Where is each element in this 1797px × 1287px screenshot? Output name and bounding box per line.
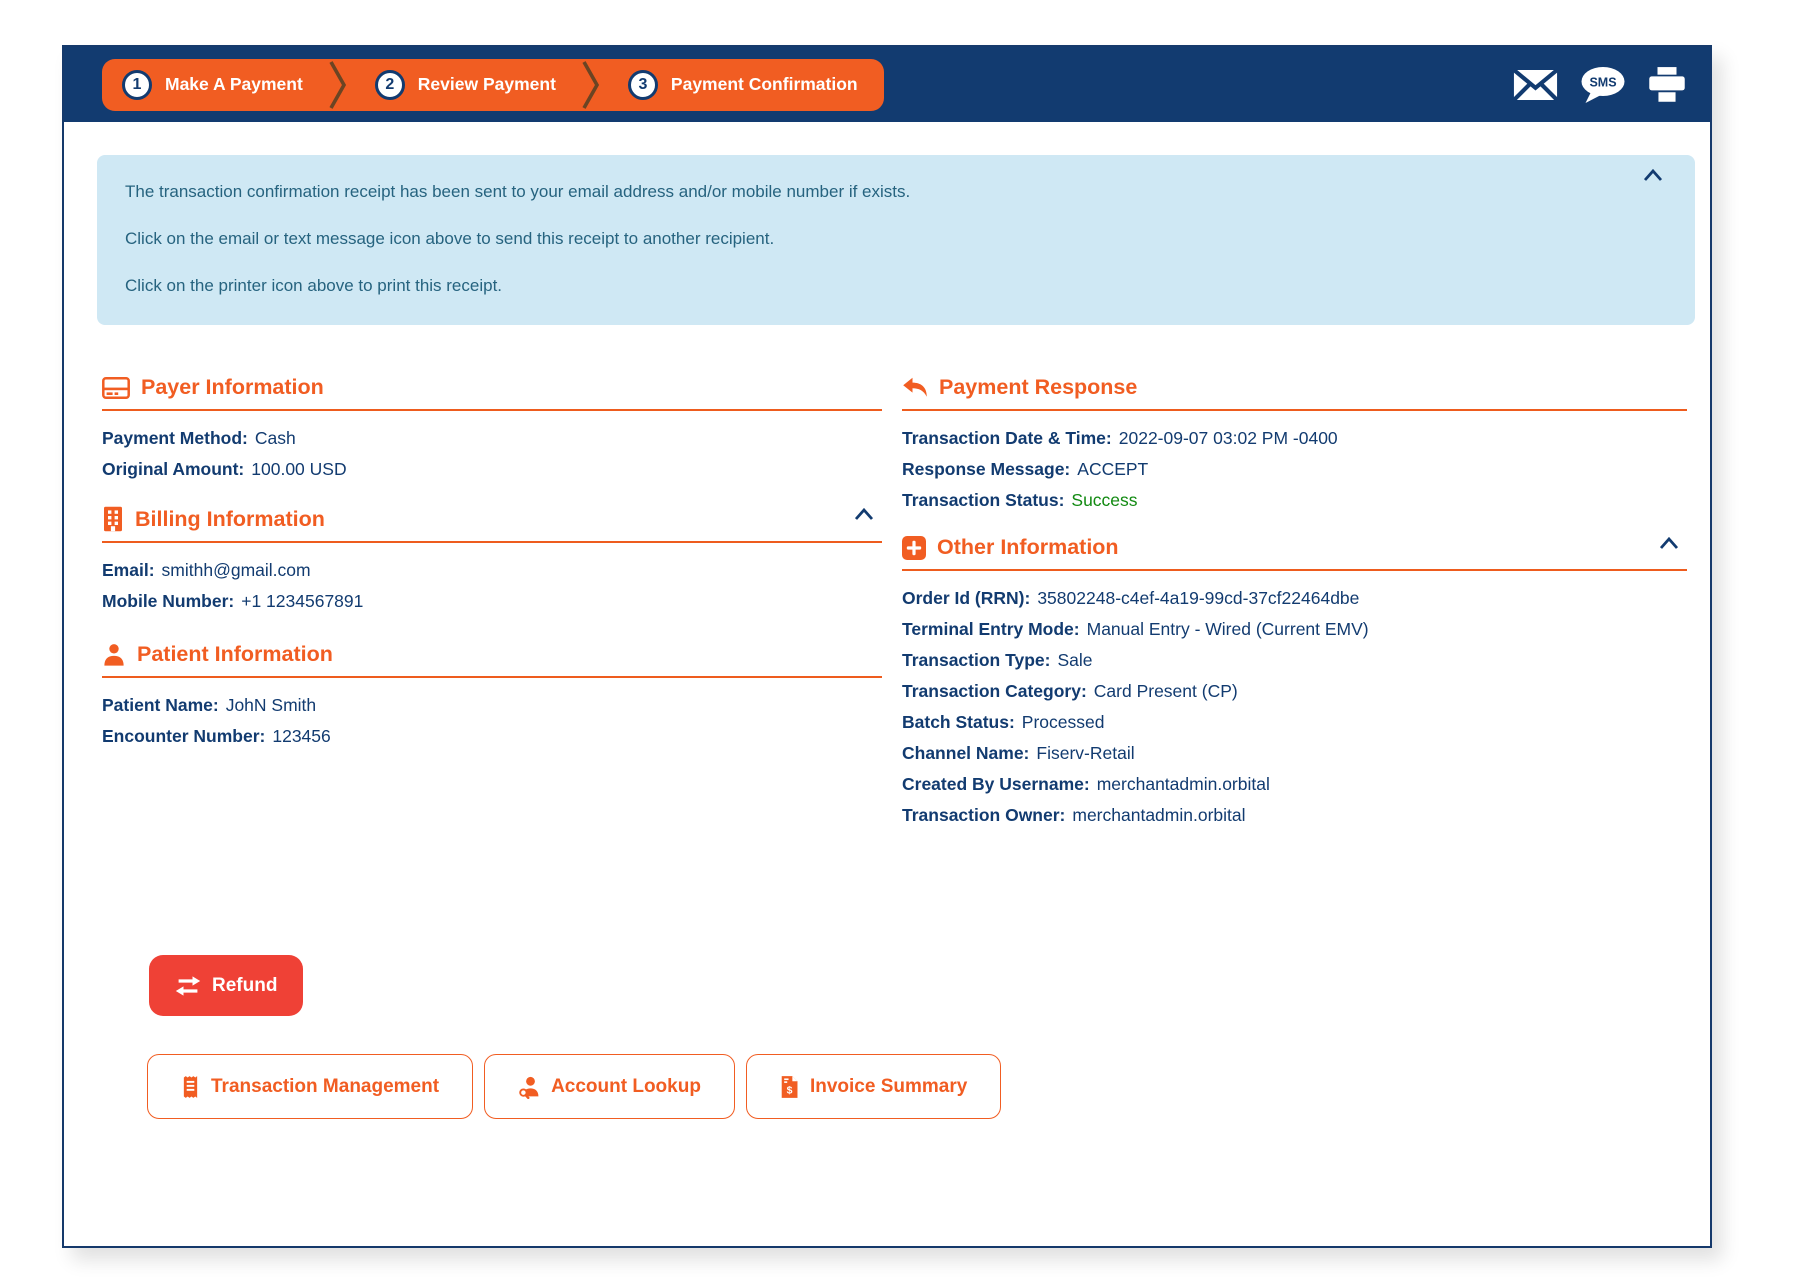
sms-icon-text: SMS [1589, 75, 1617, 89]
notice-collapse-chevron-up-icon[interactable] [1641, 167, 1665, 188]
payment-stepper [102, 59, 884, 111]
billing-collapse-chevron-up-icon[interactable] [852, 506, 876, 527]
field-row: Original Amount: 100.00 USD [102, 459, 347, 479]
field-row: Patient Name: JohN Smith [102, 695, 317, 715]
field-row: Transaction Category: Card Present (CP) [902, 681, 1238, 701]
payment-response-fields [902, 428, 1687, 511]
button-label: Transaction Management [211, 1075, 440, 1097]
field-row: Mobile Number: +1 1234567891 [102, 591, 364, 611]
left-column [102, 375, 882, 836]
sms-icon[interactable] [1578, 65, 1628, 105]
step-3-label: Payment Confirmation [670, 74, 858, 94]
refund-button-label: Refund [212, 974, 278, 996]
step-1-label: Make A Payment [165, 74, 303, 94]
plus-square-icon [902, 536, 926, 560]
notice-line: The transaction confirmation receipt has been sent to your email address and/or mobile number if exists. [125, 182, 911, 201]
person-icon [102, 643, 126, 667]
building-icon [102, 506, 124, 532]
other-fields [902, 588, 1687, 826]
receipt-notice-panel [97, 155, 1695, 325]
other-information-header [902, 535, 1687, 571]
field-row: Encounter Number: 123456 [102, 726, 331, 746]
field-row: Transaction Owner: merchantadmin.orbital [902, 805, 1246, 825]
button-label: Account Lookup [551, 1075, 701, 1097]
payer-information-header [102, 375, 882, 411]
notice-line: Click on the email or text message icon above to send this receipt to another recipient. [125, 229, 775, 248]
payment-confirmation-card [62, 45, 1712, 1248]
notice-line: Click on the printer icon above to print this receipt. [125, 276, 503, 295]
step-separator-chevron-icon [327, 59, 351, 111]
patient-information-header [102, 642, 882, 678]
field-row: Terminal Entry Mode: Manual Entry - Wired (Current EMV) [902, 619, 1369, 639]
field-row: Created By Username: merchantadmin.orbital [902, 774, 1270, 794]
billing-information-header [102, 506, 882, 543]
person-search-icon [518, 1075, 540, 1099]
details-columns [102, 375, 1687, 836]
exchange-arrows-icon [175, 976, 201, 996]
payment-response-header [902, 375, 1687, 411]
credit-card-icon [102, 377, 130, 399]
invoice-dollar-icon [780, 1075, 799, 1099]
field-row: Channel Name: Fiserv-Retail [902, 743, 1135, 763]
section-title: Patient Information [137, 642, 333, 666]
top-navigation-bar [64, 47, 1710, 122]
field-row: Transaction Date & Time: 2022-09-07 03:02 PM -0400 [902, 428, 1338, 448]
printer-icon[interactable] [1648, 66, 1686, 103]
receipt-actions [1513, 65, 1686, 105]
secondary-actions [147, 1054, 1001, 1119]
receipt-icon [181, 1075, 200, 1099]
button-label: Invoice Summary [809, 1075, 968, 1097]
section-title: Other Information [937, 535, 1119, 559]
invoice-summary-button[interactable] [746, 1054, 1001, 1119]
section-title: Payment Response [939, 375, 1138, 399]
transaction-status-success: Success [1071, 490, 1138, 510]
step-2-label: Review Payment [417, 74, 556, 94]
section-title: Payer Information [141, 375, 324, 399]
step-make-a-payment[interactable] [102, 70, 327, 100]
transaction-management-button[interactable] [147, 1054, 473, 1119]
step-review-payment[interactable] [351, 70, 580, 100]
field-row: Response Message: ACCEPT [902, 459, 1149, 479]
reply-arrow-icon [902, 377, 928, 398]
step-payment-confirmation[interactable] [604, 70, 884, 100]
right-column [902, 375, 1687, 836]
step-3-number: 3 [628, 70, 658, 100]
billing-fields [102, 560, 882, 612]
field-row: Order Id (RRN): 35802248-c4ef-4a19-99cd-37cf22464dbe [902, 588, 1360, 608]
step-2-number: 2 [375, 70, 405, 100]
step-1-number: 1 [122, 70, 152, 100]
refund-button[interactable] [149, 955, 303, 1016]
section-title: Billing Information [135, 506, 325, 531]
field-row: Payment Method: Cash [102, 428, 296, 448]
field-row: Batch Status: Processed [902, 712, 1105, 732]
patient-fields [102, 695, 882, 747]
account-lookup-button[interactable] [484, 1054, 735, 1119]
other-collapse-chevron-up-icon[interactable] [1657, 535, 1681, 556]
step-separator-chevron-icon [580, 59, 604, 111]
invoice-icon-dollar-text: $ [786, 1084, 793, 1096]
field-row: Transaction Type: Sale [902, 650, 1093, 670]
field-row: Email: smithh@gmail.com [102, 560, 311, 580]
payer-fields [102, 428, 882, 480]
field-row: Transaction Status: Success [902, 490, 1138, 510]
email-icon[interactable] [1513, 69, 1558, 101]
